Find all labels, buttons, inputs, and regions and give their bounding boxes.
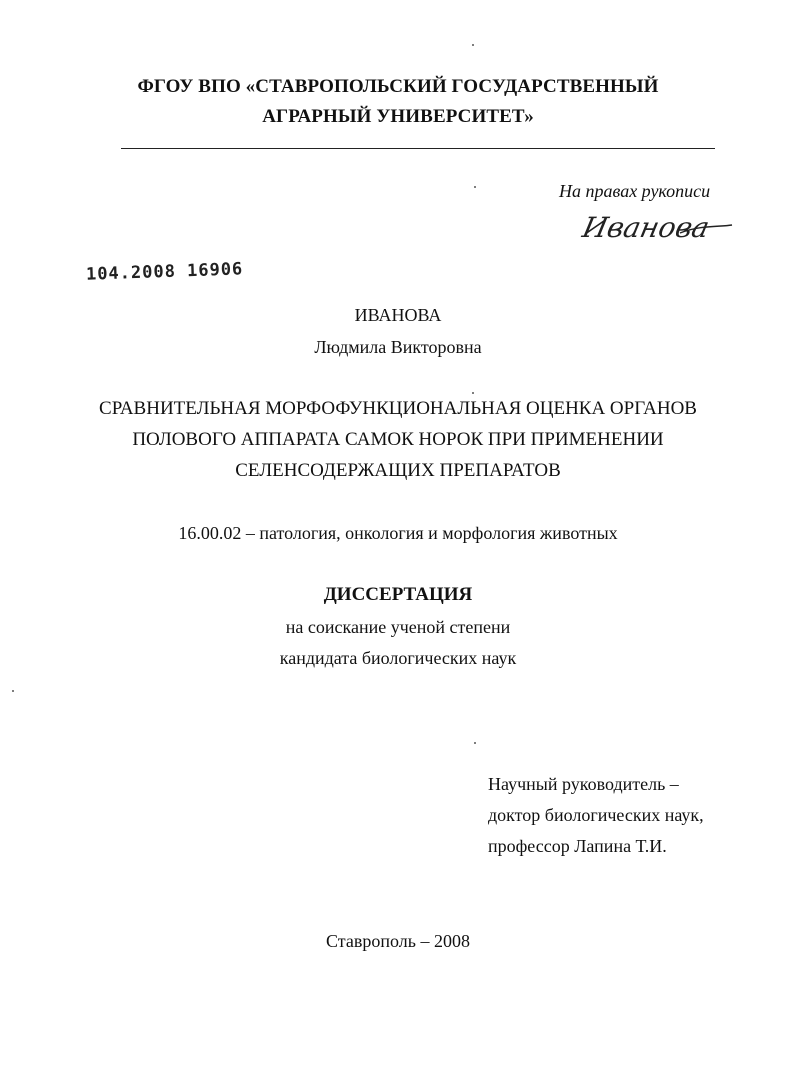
scan-speck [12, 690, 14, 692]
degree-line-1: на соискание ученой степени [285, 617, 511, 637]
title-line-1: СРАВНИТЕЛЬНАЯ МОРФОФУНКЦИОНАЛЬНАЯ ОЦЕНКА ОРГАНОВ [99, 398, 697, 419]
document-type-heading: ДИССЕРТАЦИЯ [323, 584, 473, 605]
manuscript-note: На правах рукописи [559, 181, 711, 201]
author-surname: ИВАНОВА [354, 305, 442, 325]
institution-line-2: АГРАРНЫЙ УНИВЕРСИТЕТ» [262, 106, 534, 127]
scan-speck [472, 392, 474, 394]
specialty-code: 16.00.02 – патология, онкология и морфология животных [178, 523, 618, 543]
supervisor-degree: доктор биологических наук, [488, 805, 704, 825]
degree-line-2: кандидата биологических наук [279, 648, 517, 668]
author-signature [580, 205, 740, 255]
supervisor-name: профессор Лапина Т.И. [488, 836, 667, 856]
place-and-year: Ставрополь – 2008 [326, 931, 470, 951]
institution-line-1: ФГОУ ВПО «СТАВРОПОЛЬСКИЙ ГОСУДАРСТВЕННЫЙ [137, 76, 659, 97]
title-line-2: ПОЛОВОГО АППАРАТА САМОК НОРОК ПРИ ПРИМЕНЕНИИ [132, 429, 664, 450]
scan-speck [474, 742, 476, 744]
title-line-3: СЕЛЕНСОДЕРЖАЩИХ ПРЕПАРАТОВ [235, 460, 561, 481]
svg-text:Иванова: Иванова [580, 211, 713, 244]
author-given-names: Людмила Викторовна [314, 337, 482, 357]
scan-speck [474, 186, 476, 188]
supervisor-role: Научный руководитель – [488, 774, 679, 794]
registry-stamp: 104.2008 16906 [85, 259, 244, 285]
scan-speck [472, 44, 474, 46]
header-divider [121, 148, 715, 149]
